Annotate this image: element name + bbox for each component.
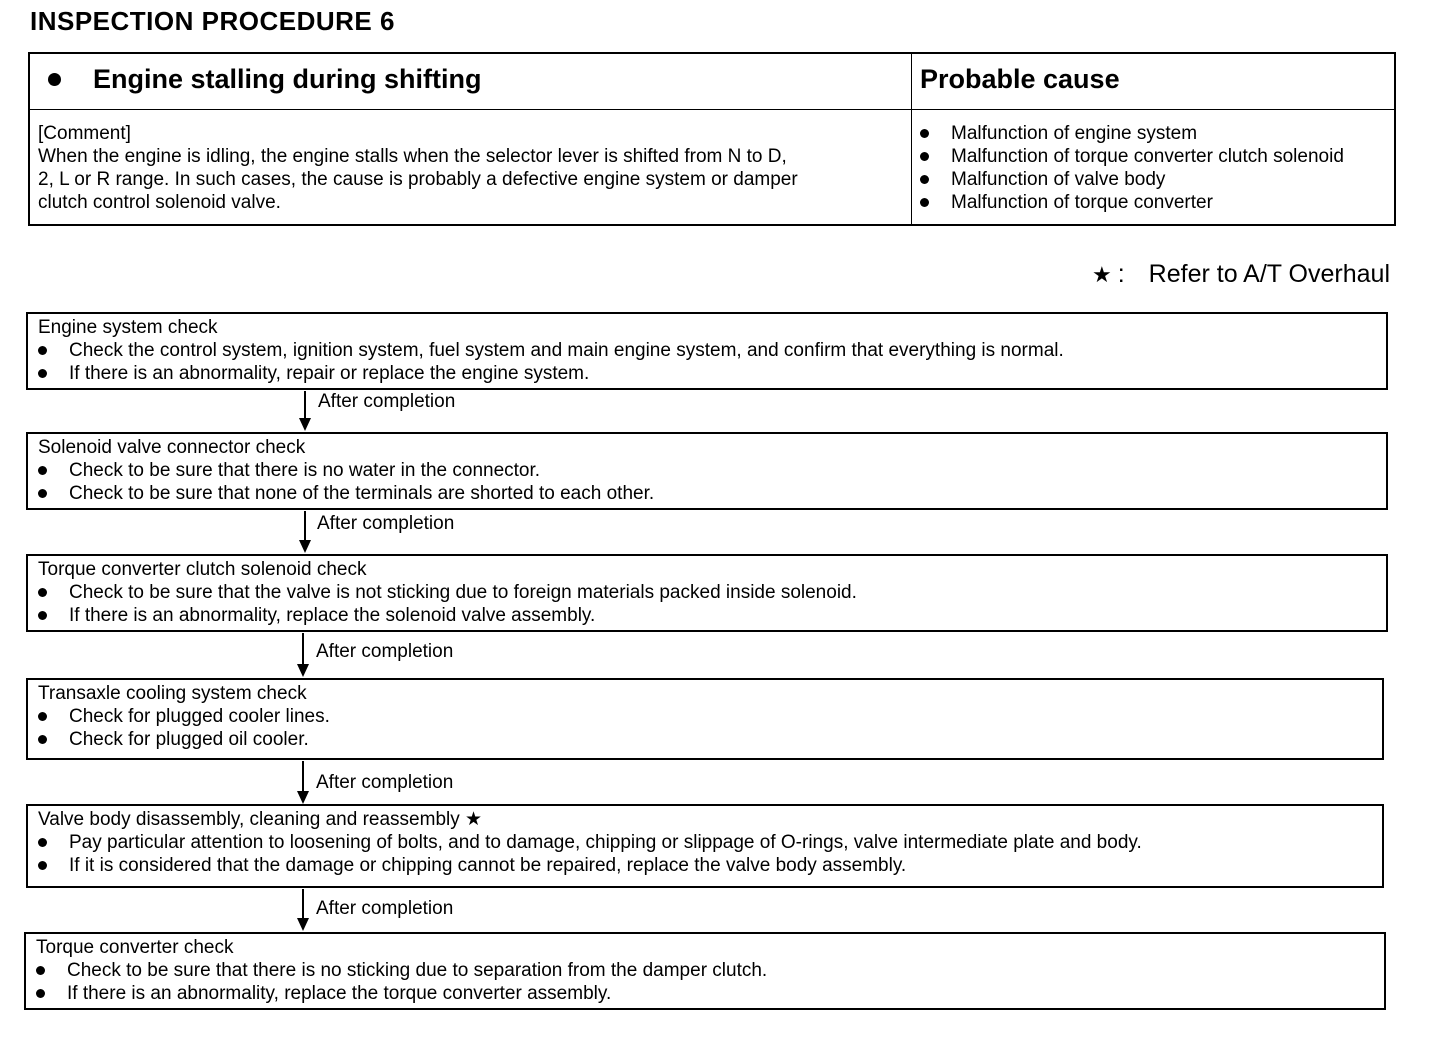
step-bullet-text: Check to be sure that none of the terminals are shorted to each other.: [69, 483, 655, 504]
step-title: Transaxle cooling system check: [38, 683, 307, 704]
star-icon: ★: [1091, 261, 1112, 287]
step-bullet: [38, 728, 1372, 751]
bullet-icon: [38, 369, 47, 378]
cause-text: Malfunction of torque converter: [951, 192, 1213, 213]
step-box-valve-body: [26, 804, 1384, 888]
step-box-solenoid-connector: [26, 432, 1388, 510]
probable-cause-header-cell: [912, 54, 1394, 110]
comment-line: 2, L or R range. In such cases, the cause is probably a defective engine system or damper: [38, 169, 798, 190]
bullet-icon: [38, 489, 47, 498]
bullet-icon: [38, 735, 47, 744]
step-bullet: [38, 854, 1372, 877]
step-bullet: [38, 362, 1376, 385]
bullet-icon: [38, 838, 47, 847]
bullet-icon: [38, 861, 47, 870]
legend-colon: :: [1117, 260, 1125, 288]
step-bullet: [38, 581, 1376, 604]
step-bullet-text: Check to be sure that the valve is not sticking due to foreign materials packed inside solenoid.: [69, 582, 857, 603]
bullet-icon: [38, 466, 47, 475]
step-title: Valve body disassembly, cleaning and reassembly ★: [38, 809, 483, 830]
step-bullet-text: If there is an abnormality, replace the torque converter assembly.: [67, 983, 612, 1004]
step-bullet: [38, 482, 1376, 505]
comment-cell: [30, 110, 912, 224]
down-arrow-icon: [304, 391, 306, 429]
comment-line: When the engine is idling, the engine stalls when the selector lever is shifted from N to D,: [38, 146, 787, 167]
step-bullet: [38, 604, 1376, 627]
cause-item: [920, 191, 1388, 214]
symptom-table: [28, 52, 1396, 226]
arrow-label: After completion: [318, 391, 456, 412]
probable-cause-heading: Probable cause: [920, 64, 1120, 94]
step-bullet: [38, 459, 1376, 482]
step-box-tcc-solenoid: [26, 554, 1388, 632]
comment-label: [Comment]: [38, 123, 131, 144]
step-title: Engine system check: [38, 317, 218, 338]
cause-list: [912, 110, 1394, 224]
step-bullet-text: If there is an abnormality, repair or replace the engine system.: [69, 363, 590, 384]
step-title: Solenoid valve connector check: [38, 437, 306, 458]
comment-line: clutch control solenoid valve.: [38, 192, 281, 213]
symptom-header-cell: [30, 54, 912, 110]
bullet-icon: [38, 712, 47, 721]
step-bullet-text: Pay particular attention to loosening of bolts, and to damage, chipping or slippage of O-rings, valve intermediate plate and body.: [69, 832, 1142, 853]
step-bullet-text: If there is an abnormality, replace the solenoid valve assembly.: [69, 605, 596, 626]
bullet-icon: [38, 588, 47, 597]
arrow-label: After completion: [316, 898, 454, 919]
down-arrow-icon: [302, 761, 304, 802]
legend: [1092, 260, 1390, 289]
legend-text: Refer to A/T Overhaul: [1148, 260, 1390, 288]
step-bullet-text: Check for plugged oil cooler.: [69, 729, 309, 750]
bullet-icon: [48, 73, 61, 86]
bullet-icon: [36, 966, 45, 975]
cause-item: [920, 168, 1388, 191]
bullet-icon: [920, 175, 929, 184]
bullet-icon: [38, 346, 47, 355]
step-bullet: [38, 339, 1376, 362]
symptom-text: Engine stalling during shifting: [93, 64, 482, 94]
step-bullet: [36, 982, 1374, 1005]
bullet-icon: [920, 198, 929, 207]
page-title: INSPECTION PROCEDURE 6: [30, 6, 395, 36]
down-arrow-icon: [302, 633, 304, 675]
step-bullet: [36, 959, 1374, 982]
step-box-engine-system: [26, 312, 1388, 390]
step-bullet-text: Check the control system, ignition system, fuel system and main engine system, and confirm that everything is normal.: [69, 340, 1064, 361]
step-bullet: [38, 705, 1372, 728]
cause-item: [920, 122, 1388, 145]
symptom-heading: [48, 64, 481, 95]
step-box-torque-converter: [24, 932, 1386, 1010]
bullet-icon: [38, 611, 47, 620]
step-title: Torque converter clutch solenoid check: [38, 559, 367, 580]
step-bullet: [38, 831, 1372, 854]
cause-text: Malfunction of valve body: [951, 169, 1166, 190]
step-bullet-text: If it is considered that the damage or chipping cannot be repaired, replace the valve body assembly.: [69, 855, 907, 876]
down-arrow-icon: [302, 889, 304, 929]
cause-item: [920, 145, 1388, 168]
step-bullet-text: Check for plugged cooler lines.: [69, 706, 330, 727]
cause-text: Malfunction of engine system: [951, 123, 1198, 144]
bullet-icon: [36, 989, 45, 998]
cause-text: Malfunction of torque converter clutch solenoid: [951, 146, 1344, 167]
arrow-label: After completion: [317, 513, 455, 534]
bullet-icon: [920, 152, 929, 161]
step-bullet-text: Check to be sure that there is no water in the connector.: [69, 460, 541, 481]
step-box-cooling-system: [26, 678, 1384, 760]
step-bullet-text: Check to be sure that there is no sticking due to separation from the damper clutch.: [67, 960, 768, 981]
bullet-icon: [920, 129, 929, 138]
arrow-label: After completion: [316, 641, 454, 662]
down-arrow-icon: [304, 511, 306, 551]
arrow-label: After completion: [316, 772, 454, 793]
step-title: Torque converter check: [36, 937, 234, 958]
